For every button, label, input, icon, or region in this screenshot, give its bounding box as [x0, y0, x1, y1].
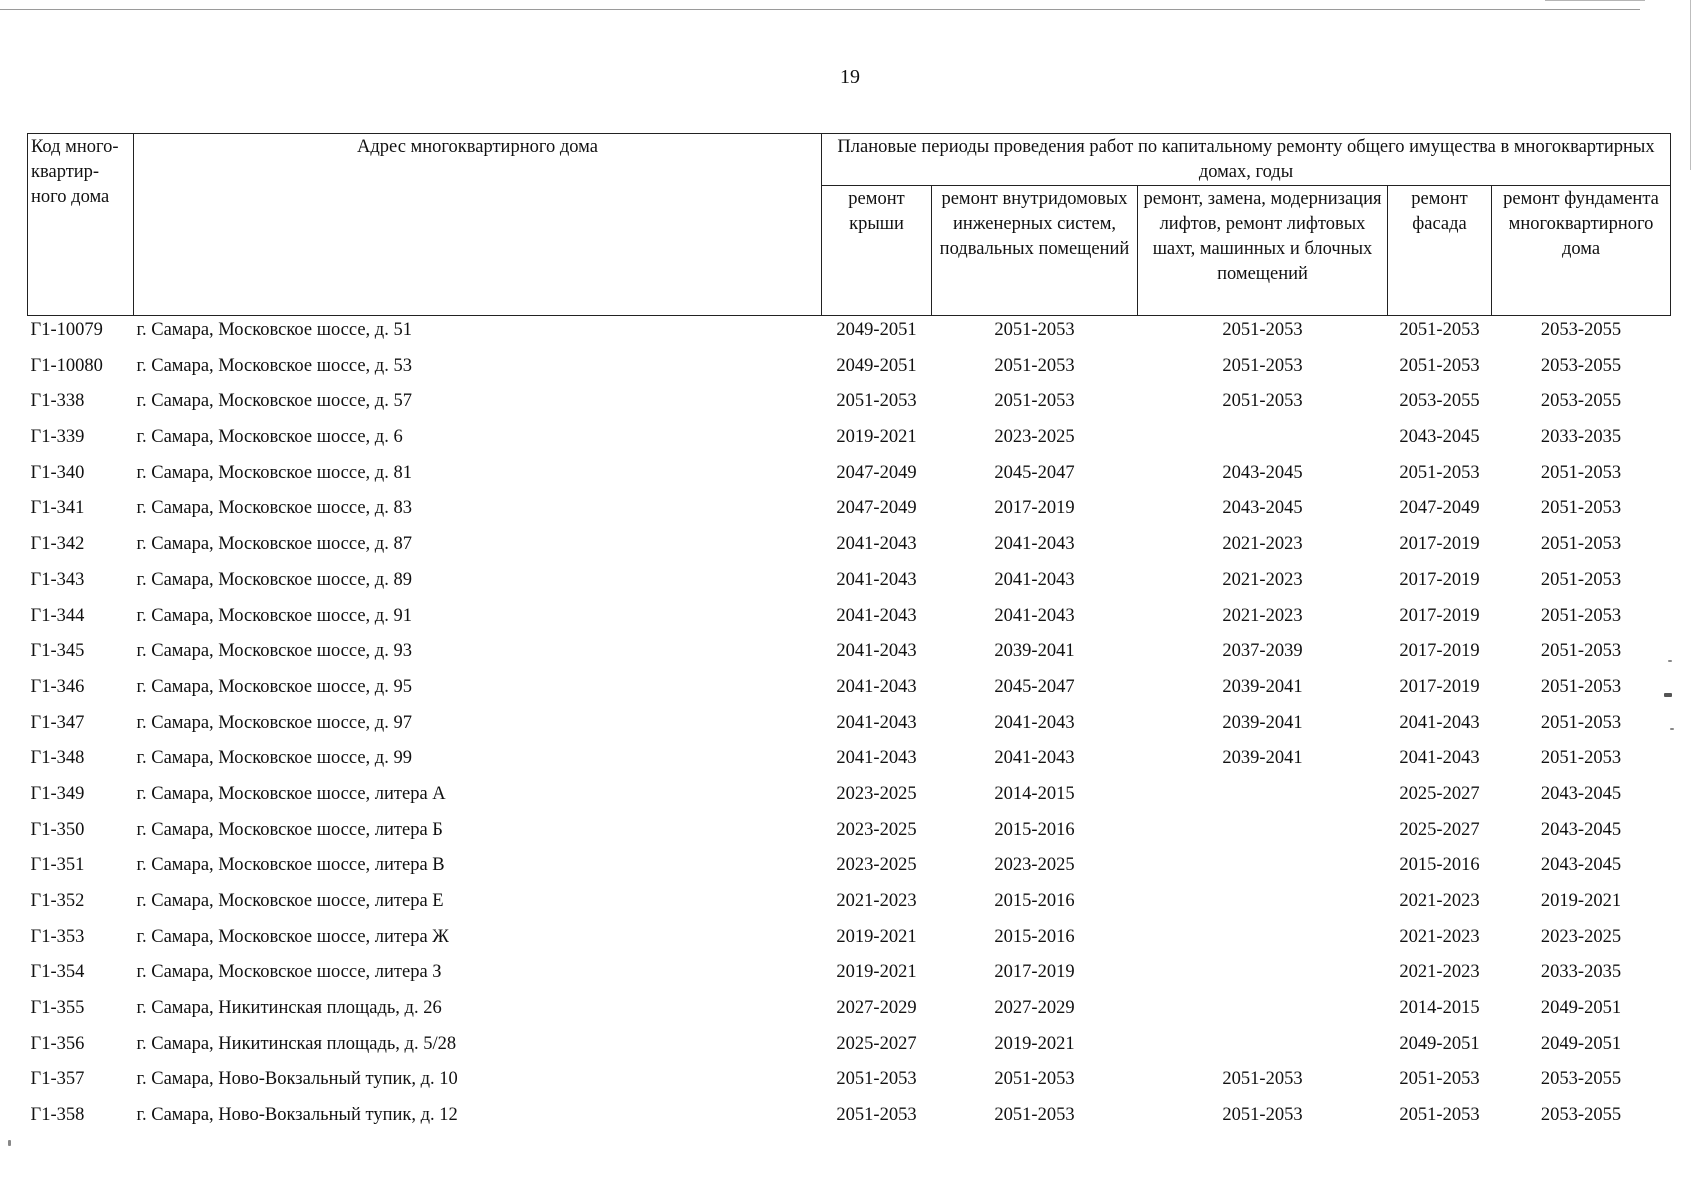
cell-foundation: 2049-2051 [1540, 1033, 1622, 1054]
cell-facade: 2017-2019 [1399, 569, 1480, 590]
cell-systems: 2015-2016 [994, 819, 1075, 840]
cell-foundation: 2043-2045 [1540, 855, 1622, 876]
table-row [28, 709, 1671, 745]
table-row [28, 316, 1671, 352]
cell-systems: 2017-2019 [994, 962, 1075, 983]
cell-address: г. Самара, Московское шоссе, д. 99 [136, 748, 412, 769]
cell-facade: 2041-2043 [1399, 748, 1480, 769]
cell-systems: 2041-2043 [994, 712, 1075, 733]
cell-foundation: 2051-2053 [1540, 676, 1622, 697]
cell-roof: 2019-2021 [836, 926, 917, 947]
cell-code: Г1-341 [30, 498, 85, 519]
cell-systems: 2051-2053 [994, 320, 1075, 340]
cell-systems: 2015-2016 [994, 926, 1075, 947]
cell-elevators: 2037-2039 [1222, 641, 1303, 662]
cell-address: г. Самара, Московское шоссе, литера А [136, 783, 446, 804]
cell-facade: 2025-2027 [1399, 819, 1480, 840]
cell-foundation: 2033-2035 [1540, 962, 1622, 983]
table-row [28, 923, 1671, 959]
cell-code: Г1-346 [30, 676, 85, 697]
cell-code: Г1-10079 [30, 320, 103, 340]
cell-roof: 2051-2053 [836, 1069, 917, 1090]
cell-address: г. Самара, Ново-Вокзальный тупик, д. 12 [136, 1105, 458, 1126]
cell-facade: 2025-2027 [1399, 783, 1480, 804]
scan-speck [1664, 693, 1672, 697]
cell-roof: 2027-2029 [836, 998, 917, 1019]
cell-code: Г1-351 [30, 855, 85, 876]
cell-elevators: 2021-2023 [1222, 605, 1303, 626]
cell-address: г. Самара, Московское шоссе, д. 83 [136, 498, 412, 519]
cell-address: г. Самара, Московское шоссе, д. 81 [136, 462, 412, 483]
cell-roof: 2023-2025 [836, 819, 917, 840]
cell-code: Г1-340 [30, 462, 85, 483]
cell-code: Г1-347 [30, 712, 85, 733]
cell-roof: 2041-2043 [836, 569, 917, 590]
cell-code: Г1-353 [30, 926, 85, 947]
header-systems: ремонт внутридомовых инженерных систем, подвальных помещений [932, 186, 1138, 316]
table-row [28, 602, 1671, 638]
cell-elevators [1138, 851, 1388, 887]
cell-address: г. Самара, Московское шоссе, д. 91 [136, 605, 412, 626]
scan-top-line [1545, 0, 1645, 1]
table-row [28, 958, 1671, 994]
table-row [28, 637, 1671, 673]
table-row [28, 994, 1671, 1030]
table-row [28, 1030, 1671, 1066]
cell-systems: 2017-2019 [994, 498, 1075, 519]
cell-address: г. Самара, Московское шоссе, д. 93 [136, 641, 412, 662]
cell-systems: 2051-2053 [994, 391, 1075, 412]
cell-systems: 2045-2047 [994, 676, 1075, 697]
cell-roof: 2023-2025 [836, 783, 917, 804]
cell-code: Г1-339 [30, 427, 85, 448]
table-row [28, 566, 1671, 602]
cell-systems: 2019-2021 [994, 1033, 1075, 1054]
table-row [28, 816, 1671, 852]
cell-elevators [1138, 423, 1388, 459]
cell-elevators [1138, 780, 1388, 816]
cell-facade: 2015-2016 [1399, 855, 1480, 876]
cell-address: г. Самара, Московское шоссе, д. 6 [136, 427, 403, 448]
cell-address: г. Самара, Московское шоссе, литера З [136, 962, 442, 983]
cell-elevators [1138, 923, 1388, 959]
cell-facade: 2051-2053 [1399, 320, 1480, 340]
cell-foundation: 2051-2053 [1540, 605, 1622, 626]
cell-systems: 2039-2041 [994, 641, 1075, 662]
cell-elevators: 2021-2023 [1222, 569, 1303, 590]
cell-facade: 2014-2015 [1399, 998, 1480, 1019]
cell-address: г. Самара, Московское шоссе, д. 51 [136, 320, 412, 340]
cell-elevators [1138, 816, 1388, 852]
repair-schedule-table [27, 133, 1671, 1137]
cell-elevators: 2051-2053 [1222, 391, 1303, 412]
cell-address: г. Самара, Московское шоссе, д. 53 [136, 355, 412, 376]
cell-systems: 2015-2016 [994, 891, 1075, 911]
cell-foundation: 2051-2053 [1540, 748, 1622, 769]
cell-systems: 2041-2043 [994, 569, 1075, 590]
table-body [28, 316, 1671, 1137]
cell-code: Г1-357 [30, 1069, 85, 1090]
cell-address: г. Самара, Московское шоссе, литера Ж [136, 926, 449, 947]
cell-roof: 2047-2049 [836, 462, 917, 483]
cell-facade: 2051-2053 [1399, 462, 1480, 483]
table-row [28, 352, 1671, 388]
cell-foundation: 2033-2035 [1540, 427, 1622, 448]
cell-roof: 2041-2043 [836, 712, 917, 733]
cell-foundation: 2051-2053 [1540, 569, 1622, 590]
cell-code: Г1-352 [30, 891, 85, 911]
cell-foundation: 2051-2053 [1540, 641, 1622, 662]
cell-elevators: 2039-2041 [1222, 748, 1303, 769]
table-row [28, 1101, 1671, 1137]
cell-elevators [1138, 994, 1388, 1030]
table-row [28, 780, 1671, 816]
table-row [28, 851, 1671, 887]
cell-facade: 2021-2023 [1399, 926, 1480, 947]
cell-facade: 2049-2051 [1399, 1033, 1480, 1054]
cell-roof: 2049-2051 [836, 355, 917, 376]
cell-address: г. Самара, Московское шоссе, д. 97 [136, 712, 412, 733]
cell-elevators: 2043-2045 [1222, 498, 1303, 519]
cell-foundation: 2051-2053 [1540, 534, 1622, 555]
cell-roof: 2023-2025 [836, 855, 917, 876]
header-elevators: ремонт, замена, модернизация лифтов, ремонт лифтовых шахт, машинных и блочных помещений [1138, 186, 1388, 316]
cell-code: Г1-348 [30, 748, 85, 769]
scan-speck [1670, 728, 1674, 730]
scan-top-line [0, 9, 1640, 10]
cell-foundation: 2053-2055 [1540, 320, 1622, 340]
cell-code: Г1-10080 [30, 355, 103, 376]
cell-elevators: 2051-2053 [1222, 355, 1303, 376]
cell-foundation: 2043-2045 [1540, 819, 1622, 840]
cell-foundation: 2053-2055 [1540, 355, 1622, 376]
cell-roof: 2021-2023 [836, 891, 917, 911]
cell-address: г. Самара, Никитинская площадь, д. 5/28 [136, 1033, 457, 1054]
cell-address: г. Самара, Никитинская площадь, д. 26 [136, 998, 442, 1019]
cell-address: г. Самара, Московское шоссе, д. 89 [136, 569, 412, 590]
cell-foundation: 2049-2051 [1540, 998, 1622, 1019]
cell-elevators: 2043-2045 [1222, 462, 1303, 483]
cell-code: Г1-338 [30, 391, 85, 412]
cell-elevators: 2039-2041 [1222, 676, 1303, 697]
cell-code: Г1-355 [30, 998, 85, 1019]
cell-code: Г1-354 [30, 962, 85, 983]
table-row [28, 387, 1671, 423]
cell-foundation: 2043-2045 [1540, 783, 1622, 804]
cell-foundation: 2051-2053 [1540, 462, 1622, 483]
table-row [28, 1065, 1671, 1101]
cell-code: Г1-356 [30, 1033, 85, 1054]
cell-systems: 2023-2025 [994, 855, 1075, 876]
cell-code: Г1-349 [30, 783, 85, 804]
cell-systems: 2023-2025 [994, 427, 1075, 448]
cell-facade: 2053-2055 [1399, 391, 1480, 412]
table-row [28, 744, 1671, 780]
cell-code: Г1-342 [30, 534, 85, 555]
cell-systems: 2051-2053 [994, 355, 1075, 376]
cell-systems: 2041-2043 [994, 748, 1075, 769]
cell-address: г. Самара, Московское шоссе, литера Б [136, 819, 443, 840]
cell-facade: 2017-2019 [1399, 605, 1480, 626]
cell-roof: 2051-2053 [836, 1105, 917, 1126]
cell-systems: 2041-2043 [994, 534, 1075, 555]
cell-code: Г1-350 [30, 819, 85, 840]
cell-foundation: 2019-2021 [1540, 891, 1622, 911]
cell-elevators: 2051-2053 [1222, 320, 1303, 340]
header-code: Код много-квартир-ного дома [28, 134, 134, 316]
cell-systems: 2027-2029 [994, 998, 1075, 1019]
cell-elevators [1138, 887, 1388, 923]
cell-roof: 2025-2027 [836, 1033, 917, 1054]
table-row [28, 459, 1671, 495]
table-row [28, 673, 1671, 709]
cell-code: Г1-344 [30, 605, 85, 626]
cell-address: г. Самара, Московское шоссе, д. 87 [136, 534, 412, 555]
cell-systems: 2051-2053 [994, 1069, 1075, 1090]
cell-elevators [1138, 1030, 1388, 1066]
cell-address: г. Самара, Московское шоссе, литера Е [136, 891, 444, 911]
cell-facade: 2017-2019 [1399, 534, 1480, 555]
cell-code: Г1-345 [30, 641, 85, 662]
cell-facade: 2051-2053 [1399, 1069, 1480, 1090]
cell-systems: 2014-2015 [994, 783, 1075, 804]
header-facade: ремонт фасада [1388, 186, 1492, 316]
header-roof: ремонт крыши [822, 186, 932, 316]
cell-foundation: 2023-2025 [1540, 926, 1622, 947]
header-address: Адрес многоквартирного дома [134, 134, 822, 316]
cell-facade: 2041-2043 [1399, 712, 1480, 733]
cell-roof: 2019-2021 [836, 962, 917, 983]
cell-roof: 2041-2043 [836, 534, 917, 555]
cell-roof: 2041-2043 [836, 676, 917, 697]
cell-roof: 2041-2043 [836, 748, 917, 769]
table-row [28, 423, 1671, 459]
cell-address: г. Самара, Ново-Вокзальный тупик, д. 10 [136, 1069, 458, 1090]
cell-roof: 2041-2043 [836, 605, 917, 626]
cell-foundation: 2053-2055 [1540, 1105, 1622, 1126]
cell-foundation: 2051-2053 [1540, 712, 1622, 733]
cell-foundation: 2051-2053 [1540, 498, 1622, 519]
cell-systems: 2051-2053 [994, 1105, 1075, 1126]
cell-roof: 2047-2049 [836, 498, 917, 519]
cell-facade: 2051-2053 [1399, 1105, 1480, 1126]
cell-address: г. Самара, Московское шоссе, литера В [136, 855, 445, 876]
scan-speck [1668, 660, 1672, 662]
cell-facade: 2043-2045 [1399, 427, 1480, 448]
cell-foundation: 2053-2055 [1540, 1069, 1622, 1090]
table-row [28, 494, 1671, 530]
cell-code: Г1-343 [30, 569, 85, 590]
header-foundation: ремонт фундамента многоквартирного дома [1492, 186, 1671, 316]
table-row [28, 887, 1671, 923]
cell-systems: 2041-2043 [994, 605, 1075, 626]
cell-roof: 2019-2021 [836, 427, 917, 448]
cell-elevators: 2051-2053 [1222, 1105, 1303, 1126]
cell-address: г. Самара, Московское шоссе, д. 57 [136, 391, 412, 412]
cell-facade: 2047-2049 [1399, 498, 1480, 519]
cell-facade: 2017-2019 [1399, 641, 1480, 662]
cell-address: г. Самара, Московское шоссе, д. 95 [136, 676, 412, 697]
cell-facade: 2021-2023 [1399, 891, 1480, 911]
scan-speck [8, 1140, 11, 1146]
cell-roof: 2051-2053 [836, 391, 917, 412]
cell-foundation: 2053-2055 [1540, 391, 1622, 412]
cell-code: Г1-358 [30, 1105, 85, 1126]
cell-facade: 2051-2053 [1399, 355, 1480, 376]
table-row [28, 530, 1671, 566]
cell-elevators: 2039-2041 [1222, 712, 1303, 733]
cell-elevators [1138, 958, 1388, 994]
cell-facade: 2017-2019 [1399, 676, 1480, 697]
cell-systems: 2045-2047 [994, 462, 1075, 483]
cell-roof: 2049-2051 [836, 320, 917, 340]
page-number: 19 [840, 66, 860, 88]
cell-elevators: 2051-2053 [1222, 1069, 1303, 1090]
cell-facade: 2021-2023 [1399, 962, 1480, 983]
cell-elevators: 2021-2023 [1222, 534, 1303, 555]
cell-roof: 2041-2043 [836, 641, 917, 662]
header-planned-periods: Плановые периоды проведения работ по капитальному ремонту общего имущества в многоквартирных домах, годы [822, 134, 1671, 186]
